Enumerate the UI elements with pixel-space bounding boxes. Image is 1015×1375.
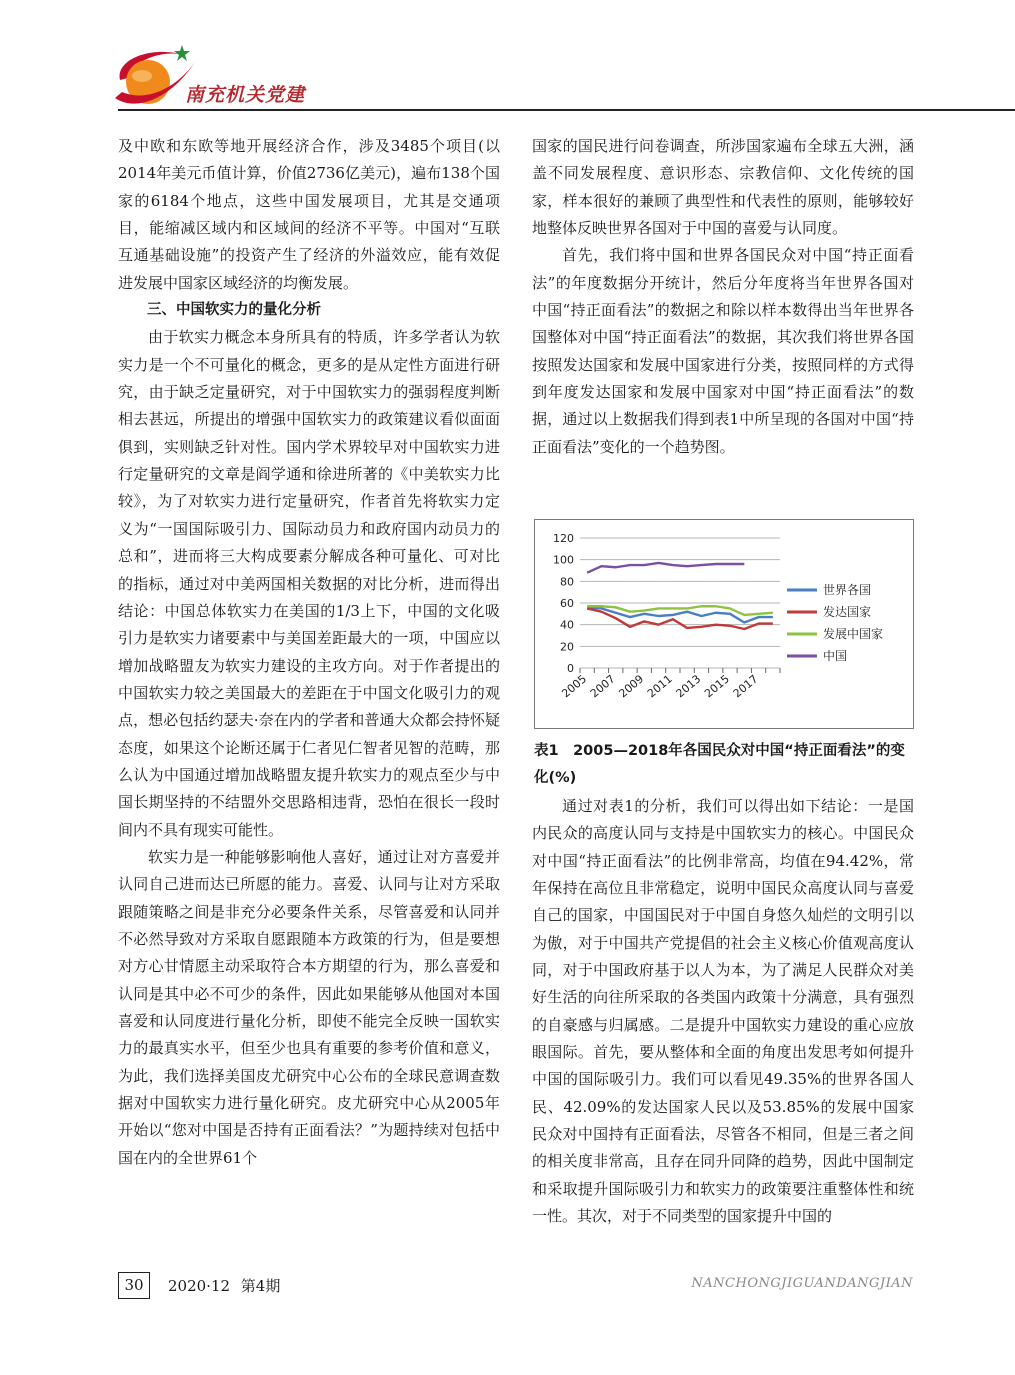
series-line-3: [587, 563, 744, 573]
y-tick-label: 100: [553, 553, 574, 567]
legend-label: 中国: [823, 649, 848, 663]
y-tick-label: 120: [553, 532, 574, 545]
y-tick-label: 20: [560, 640, 574, 654]
table-caption: 表1 2005—2018年各国民众对中国“持正面看法”的变化(%): [534, 743, 905, 786]
page-header: [0, 0, 1015, 120]
paragraph: 及中欧和东欧等地开展经济合作，涉及3485个项目(以2014年美元币值计算，价值2736亿美元)，遍布138个国家的6184个地点，这些中国发展项目，尤其是交通项目，能缩减区域内和区域间的经济不平等。中国对“互联互通基础设施”的投资产生了经济的外溢效应，能有效促进发展中国家区域经济的均衡发展。: [118, 137, 500, 292]
journal-name: 南充机关党建: [185, 84, 306, 106]
paragraph: 由于软实力概念本身所具有的特质，许多学者认为软实力是一个不可量化的概念，更多的是从定性方面进行研究，由于缺乏定量研究，对于中国软实力的强弱程度判断相去甚远，所提出的增强中国软实力的政策建议看似面面俱到，实则缺乏针对性。国内学术界较早对中国软实力进行定量研究的文章是阎学通和徐进所著的《中美软实力比较》，为了对软实力进行定量研究，作者首先将软实力定义为“一国国际吸引力、国际动员力和政府国内动员力的总和”，进而将三大构成要素分解成各种可量化、可对比的指标，通过对中美两国相关数据的对比分析，进而得出结论：中国总体软实力在美国的1/3上下，中国的文化吸引力是软实力诸要素中与美国差距最大的一项，中国应以增加战略盟友为软实力建设的主攻方向。对于作者提出的中国软实力较之美国最大的差距在于中国文化吸引力的观点，想必包括约瑟夫·奈在内的学者和普通大众都会持怀疑态度，如果这个论断还属于仁者见仁智者见智的范畴，那么认为中国通过增加战略盟友提升软实力的观点至少与中国长期坚持的不结盟外交思路相违背，恐怕在很长一段时间内不具有现实可能性。: [118, 328, 500, 839]
x-tick-label: 2009: [616, 672, 647, 701]
section-heading: 三、中国软实力的量化分析: [147, 302, 321, 319]
right-column-bottom: [532, 793, 914, 1231]
left-column: [118, 133, 500, 1172]
y-tick-label: 80: [560, 575, 574, 589]
issue-label: 2020·12 第4期: [168, 1277, 281, 1295]
x-tick-label: 2011: [644, 672, 675, 701]
paragraph: 首先，我们将中国和世界各国民众对中国“持正面看法”的年度数据分开统计，然后分年度将当年世界各国对中国“持正面看法”的数据之和除以样本数得出当年世界各国整体对中国“持正面看法”的数据，其次我们将世界各国按照发达国家和发展中国家进行分类，按照同样的方式得到年度发达国家和发展中国家对中国“持正面看法”的数据，通过以上数据我们得到表1中所呈现的各国对中国“持正面看法”变化的一个趋势图。: [532, 246, 914, 456]
x-tick-label: 2007: [587, 672, 618, 701]
footer-brand: NANCHONGJIGUANDANGJIAN: [691, 1276, 913, 1291]
x-tick-label: 2005: [559, 672, 590, 701]
x-tick-label: 2015: [702, 672, 732, 701]
paragraph: 软实力是一种能够影响他人喜好，通过让对方喜爱并认同自己进而达已所愿的能力。喜爱、认同与让对方采取跟随策略之间是非充分必要条件关系，尽管喜爱和认同并不必然导致对方采取自愿跟随本方政策的行为，但是要想对方心甘情愿主动采取符合本方期望的行为，那么喜爱和认同是其中必不可少的条件，因此如果能够从他国对本国喜爱和认同度进行量化分析，即使不能完全反映一国软实力的最真实水平，但至少也具有重要的参考价值和意义，为此，我们选择美国皮尤研究中心公布的全球民意调查数据对中国软实力进行量化研究。皮尤研究中心从2005年开始以“您对中国是否持有正面看法？”为题持续对包括中国在内的全世界61个: [118, 847, 500, 1167]
x-tick-label: 2017: [730, 672, 761, 701]
y-tick-label: 40: [560, 618, 574, 632]
page-number: 30: [118, 1272, 150, 1299]
legend-label: 发达国家: [823, 605, 872, 619]
trend-chart: [534, 519, 914, 729]
y-tick-label: 0: [567, 662, 574, 675]
paragraph: 通过对表1的分析，我们可以得出如下结论：一是国内民众的高度认同与支持是中国软实力的核心。中国民众对中国“持正面看法”的比例非常高，均值在94.42%，常年保持在高位且非常稳定，说明中国民众高度认同与喜爱自己的国家，中国国民对于中国自身悠久灿烂的文明引以为傲，对于中国共产党提倡的社会主义核心价值观高度认同，对于中国政府基于以人为本，为了满足人民群众对美好生活的向往所采取的各类国内政策十分满意，具有强烈的自豪感与归属感。二是提升中国软实力建设的重心应放眼国际。首先，要从整体和全面的角度出发思考如何提升中国的国际吸引力。我们可以看见49.35%的世界各国人民、42.09%的发达国家人民以及53.85%的发展中国家民众对中国持有正面看法，尽管各不相同，但是三者之间的相关度非常高，且存在同升同降的趋势，因此中国制定和采取提升国际吸引力和软实力的政策要注重整体性和统一性。其次，对于不同类型的国家提升中国的: [532, 797, 914, 1226]
legend-label: 发展中国家: [823, 627, 884, 641]
legend-label: 世界各国: [823, 583, 872, 597]
header-rule: [118, 109, 1015, 111]
trend-chart-svg: [535, 520, 913, 728]
right-column-top: [532, 133, 914, 461]
y-tick-label: 60: [560, 597, 574, 610]
x-tick-label: 2013: [673, 672, 704, 701]
paragraph: 国家的国民进行问卷调查，所涉国家遍布全球五大洲，涵盖不同发展程度、意识形态、宗教信仰、文化传统的国家，样本很好的兼顾了典型性和代表性的原则，能够较好地整体反映世界各国对于中国的喜爱与认同度。: [532, 137, 914, 238]
